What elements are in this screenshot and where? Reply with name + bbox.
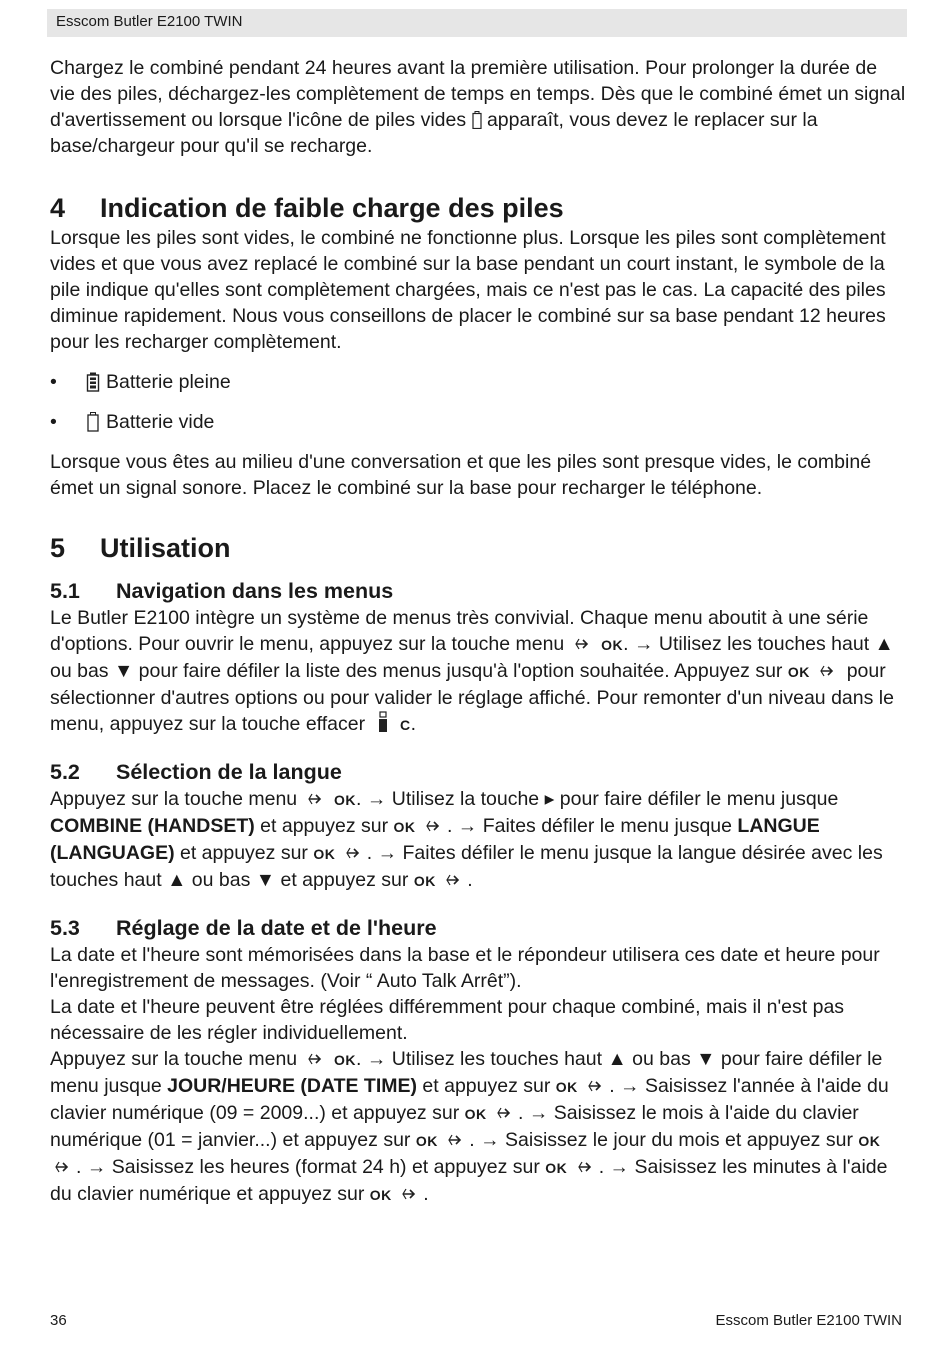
ok-key: OK: [334, 792, 356, 808]
clear-key-label: C: [399, 717, 411, 733]
menu-key-icon: [819, 663, 837, 679]
ok-key: OK: [393, 819, 416, 835]
menu-key-icon: [577, 1159, 595, 1175]
battery-empty-icon: [86, 412, 100, 432]
menu-key-icon: [445, 872, 463, 888]
ok-key: OK: [313, 846, 336, 862]
page-content: [50, 55, 906, 1208]
running-header: [47, 9, 907, 37]
menu-key-icon: [447, 1132, 465, 1148]
section-5-2-heading: 5.2 Sélection de la langue: [50, 760, 342, 784]
header-title: Esscom Butler E2100 TWIN: [56, 13, 243, 30]
menu-key-icon: [496, 1105, 514, 1121]
list-item-battery-full: • Batterie pleine: [50, 371, 231, 393]
section-5-1-heading: 5.1 Navigation dans les menus: [50, 579, 394, 603]
intro-paragraph: Chargez le combiné pendant 24 heures avant la première utilisation. Pour prolonger la durée de vie des piles, déchargez-les complètement de temps en temps. Dès que le combiné émet un signal d'avertissement ou lorsque l'icône de piles vides apparaît, vous devez le replacer sur la base/chargeur pour qu'il se recharge.: [50, 57, 906, 157]
section-5-3-paragraph-3: Appuyez sur la touche menu OK. → Utilisez les touches haut ▲ ou bas ▼ pour faire défiler le menu jusque JOUR/HEURE (DATE TIME) et appuyez sur OK . → Saisissez l'année à l'aide du clavier numérique (09 = 2009...) et appuyez sur OK . → Saisissez le mois à l'aide du clavier numérique (01 = janvier...) et appuyez sur OK . → Saisissez le jour du mois et appuyez sur OK . → Saisissez les heures (format 24 h) et appuyez sur OK . → Saisissez les minutes à l'aide du clavier numérique et appuyez sur OK .: [50, 1048, 889, 1205]
ok-key: OK: [787, 664, 810, 680]
ok-key: OK: [415, 1133, 438, 1149]
battery-empty-icon: [472, 111, 482, 129]
battery-full-icon: [86, 372, 100, 392]
menu-key-icon: [307, 1051, 325, 1067]
ok-key: OK: [464, 1106, 487, 1122]
ok-key: OK: [334, 1052, 356, 1068]
ok-key: OK: [413, 873, 436, 889]
ok-key: OK: [555, 1079, 578, 1095]
menu-key-icon: [587, 1078, 605, 1094]
ok-key: OK: [601, 637, 624, 653]
section-4-paragraph: Lorsque les piles sont vides, le combiné ne fonctionne plus. Lorsque les piles sont complètement vides et que vous avez replacé le combiné sur la base pendant un court instant, le symbole de la pile indique qu'elles sont complètement chargées, mais ce n'est pas le cas. La capacité des piles diminue rapidement. Nous vous conseillons de placer le combiné sur sa base pendant 12 heures pour les recharger complètement.: [50, 227, 886, 353]
ok-key: OK: [858, 1133, 881, 1149]
menu-key-icon: [54, 1159, 72, 1175]
footer-title: Esscom Butler E2100 TWIN: [715, 1312, 902, 1329]
clear-key-icon: [377, 711, 389, 733]
section-4-closing: Lorsque vous êtes au milieu d'une conversation et que les piles sont presque vides, le combiné émet un signal sonore. Placez le combiné sur la base pour recharger le téléphone.: [50, 451, 872, 499]
menu-key-icon: [307, 791, 325, 807]
list-item-battery-empty: • Batterie vide: [50, 411, 215, 433]
section-5-2-paragraph: Appuyez sur la touche menu OK. → Utilisez la touche ▸ pour faire défiler le menu jusque COMBINE (HANDSET) et appuyez sur OK . → Faites défiler le menu jusque LANGUE (LANGUAGE) et appuyez sur OK . → Faites défiler le menu jusque la langue désirée avec les touches haut ▲ ou bas ▼ et appuyez sur OK .: [50, 788, 883, 891]
section-5-heading: 5 Utilisation: [50, 533, 231, 563]
menu-key-icon: [345, 845, 363, 861]
section-5-3-heading: 5.3 Réglage de la date et de l'heure: [50, 916, 437, 940]
page-number: 36: [50, 1312, 67, 1329]
ok-key: OK: [545, 1160, 568, 1176]
section-5-3-paragraph-1: La date et l'heure sont mémorisées dans la base et le répondeur utilisera ces date et heure pour l'enregistrement de messages. (Voir “ Auto Talk Arrêt”).: [50, 944, 880, 992]
menu-key-icon: [425, 818, 443, 834]
ok-key: OK: [369, 1187, 392, 1203]
menu-key-icon: [574, 636, 592, 652]
menu-key-icon: [401, 1186, 419, 1202]
section-5-3-paragraph-2: La date et l'heure peuvent être réglées différemment pour chaque combiné, mais il n'est pas nécessaire de les régler individuellement.: [50, 996, 845, 1044]
section-5-1-paragraph: Le Butler E2100 intègre un système de menus très convivial. Chaque menu aboutit à une série d'options. Pour ouvrir le menu, appuyez sur la touche menu OK. → Utilisez les touches haut ▲ ou bas ▼ pour faire défiler la liste des menus jusqu'à l'option souhaitée. Appuyez sur OK pour sélectionner d'autres options ou pour valider le réglage affiché. Pour remonter d'un niveau dans le menu, appuyez sur la touche effacer C.: [50, 607, 894, 735]
section-4-heading: 4 Indication de faible charge des piles: [50, 193, 564, 223]
